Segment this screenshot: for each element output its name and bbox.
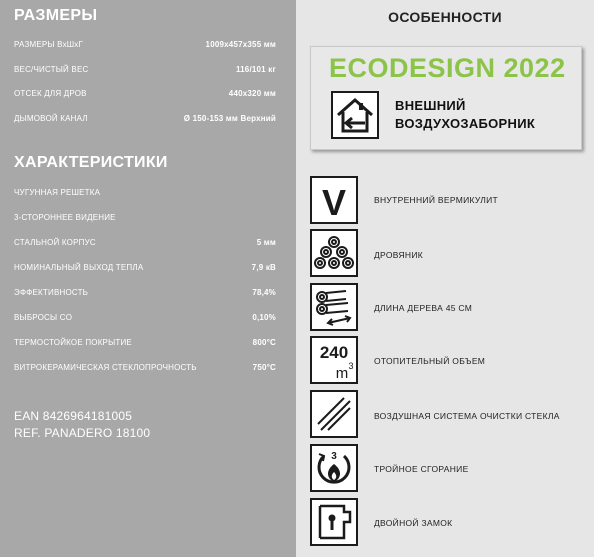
ref-code: REF. PANADERO 18100 (14, 426, 151, 440)
spec-row (14, 313, 276, 327)
spec-row (14, 114, 276, 128)
heating-volume-unit-sup: 3 (348, 361, 354, 371)
spec-row (14, 338, 276, 352)
heating-volume-number: 240 (319, 343, 349, 362)
feature-label: ДЛИНА ДЕРЕВА 45 СМ (374, 303, 473, 313)
vermiculite-v-icon (310, 176, 358, 224)
product-codes (14, 408, 150, 442)
spec-label: ОТСЕК ДЛЯ ДРОВ (14, 89, 87, 98)
spec-label: ТЕРМОСТОЙКОЕ ПОКРЫТИЕ (14, 338, 132, 347)
feature-label: ДРОВЯНИК (374, 250, 423, 260)
spec-label: ВЕС/ЧИСТЫЙ ВЕС (14, 65, 89, 74)
vermiculite-v-glyph: V (321, 182, 347, 222)
ecodesign-line1: ВНЕШНИЙ (395, 98, 466, 113)
ecodesign-banner (310, 46, 582, 150)
ecodesign-text (395, 97, 535, 133)
heating-volume-unit: m (335, 365, 349, 382)
ecodesign-line2: ВОЗДУХОЗАБОРНИК (395, 116, 536, 131)
spec-row (14, 238, 276, 252)
spec-row (14, 288, 276, 302)
ecodesign-title: ECODESIGN 2022 (329, 53, 566, 83)
characteristics-title: ХАРАКТЕРИСТИКИ (14, 154, 168, 171)
features-title: ОСОБЕННОСТИ (388, 9, 502, 25)
triple-combustion-number: 3 (331, 451, 337, 462)
feature-label: ОТОПИТЕЛЬНЫЙ ОБЪЕМ (374, 356, 486, 366)
dimensions-title: РАЗМЕРЫ (14, 7, 98, 24)
triple-combustion-icon (310, 444, 358, 492)
double-lock-icon (310, 498, 358, 546)
feature-label: ТРОЙНОЕ СГОРАНИЕ (374, 464, 469, 474)
spec-value: 0,10% (252, 313, 276, 322)
spec-value: 440x320 мм (228, 89, 276, 98)
spec-value: Ø 150-153 мм Верхний (183, 114, 276, 123)
ean-code: EAN 8426964181005 (14, 409, 133, 423)
spec-row (14, 89, 276, 103)
spec-row (14, 263, 276, 277)
spec-row (14, 188, 276, 202)
spec-label: ВЫБРОСЫ CO (14, 313, 73, 322)
log-store-icon (310, 229, 358, 277)
spec-value: 7,9 кВ (251, 263, 276, 272)
heating-volume-icon (310, 336, 358, 384)
feature-label: ДВОЙНОЙ ЗАМОК (374, 518, 453, 528)
house-air-intake-icon (331, 91, 379, 139)
spec-row (14, 213, 276, 227)
feature-label: ВОЗДУШНАЯ СИСТЕМА ОЧИСТКИ СТЕКЛА (374, 411, 560, 421)
spec-label: РАЗМЕРЫ ВхШхГ (14, 40, 84, 49)
spec-value: 750°C (252, 363, 276, 372)
spec-label: НОМИНАЛЬНЫЙ ВЫХОД ТЕПЛА (14, 263, 144, 272)
spec-label: ЧУГУННАЯ РЕШЕТКА (14, 188, 101, 197)
spec-label: ВИТРОКЕРАМИЧЕСКАЯ СТЕКЛОПРОЧНОСТЬ (14, 363, 197, 372)
spec-row (14, 65, 276, 79)
spec-row (14, 363, 276, 377)
spec-value: 5 мм (256, 238, 276, 247)
spec-value: 800°C (252, 338, 276, 347)
spec-value: 116/101 кг (235, 65, 276, 74)
spec-label: ДЫМОВОЙ КАНАЛ (14, 114, 88, 123)
spec-label: 3-СТОРОННЕЕ ВИДЕНИЕ (14, 213, 116, 222)
specs-panel (0, 0, 296, 557)
features-panel (296, 0, 594, 557)
spec-row (14, 40, 276, 54)
log-length-icon (310, 283, 358, 331)
glass-air-wash-icon (310, 390, 358, 438)
feature-label: ВНУТРЕННИЙ ВЕРМИКУЛИТ (374, 195, 499, 205)
spec-label: СТАЛЬНОЙ КОРПУС (14, 238, 96, 247)
spec-value: 1009x457x355 мм (205, 40, 276, 49)
spec-value: 78,4% (252, 288, 276, 297)
spec-label: ЭФФЕКТИВНОСТЬ (14, 288, 89, 297)
